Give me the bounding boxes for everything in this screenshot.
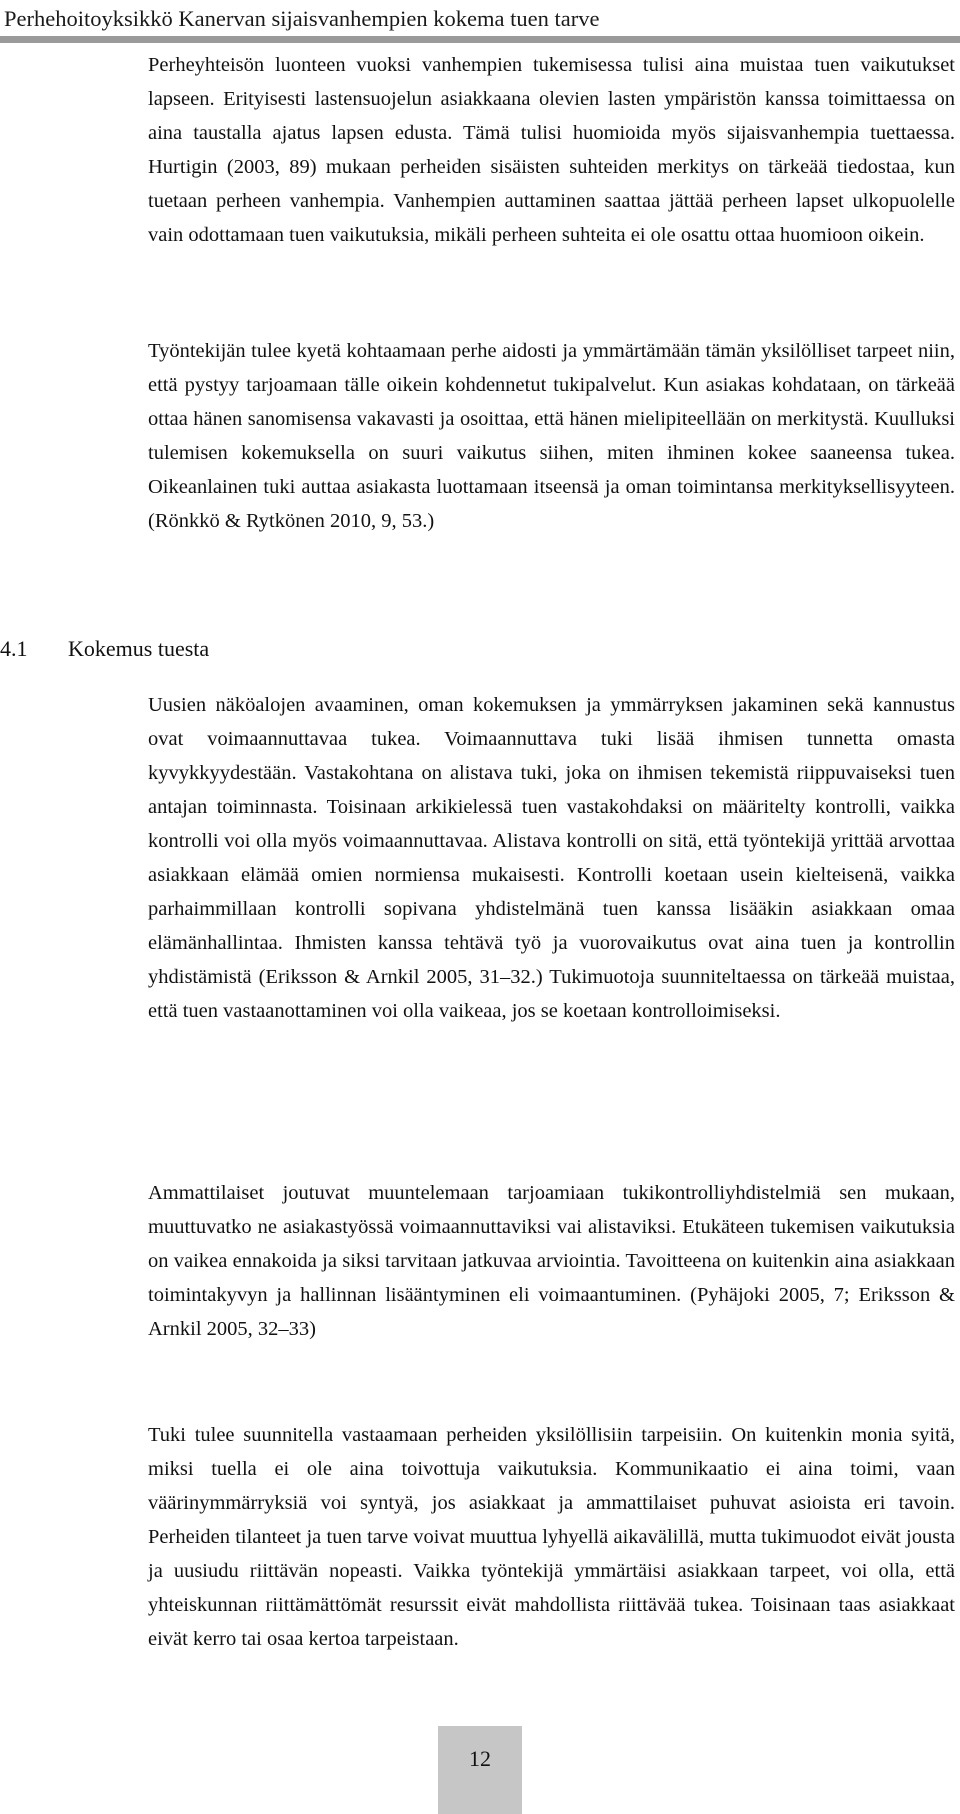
- body-paragraph-5: Tuki tulee suunnitella vastaamaan perheiden yksilöllisiin tarpeisiin. On kuitenkin monia syitä, miksi tuella ei ole aina toivottuja vaikutuksia. Kommunikaatio ei aina toimi, vaan väärinymmärryksiä voi syntyä, jos asiakkaat ja ammattilaiset puhuvat asioista eri tavoin. Perheiden tilanteet ja tuen tarve voivat muuttua lyhyellä aikavälillä, mutta tukimuodot eivät jousta ja uusiudu riittävän nopeasti. Vaikka työntekijä ymmärtäisi asiakkaan tarpeet, voi olla, että yhteiskunnan riittämättömät resurssit eivät mahdollista riittävää tukea. Toisinaan taas asiakkaat eivät kerro tai osaa kertoa tarpeistaan.: [148, 1424, 955, 1650]
- section-heading: [0, 634, 209, 664]
- page-number: 12: [469, 1746, 491, 1771]
- header-rule: [0, 36, 960, 43]
- section-title: Kokemus tuesta: [68, 636, 210, 661]
- page-number-box: [438, 1726, 522, 1814]
- body-paragraph-3: Uusien näköalojen avaaminen, oman kokemuksen ja ymmärryksen jakaminen sekä kannustus ovat voimaannuttavaa tukea. Voimaannuttava tuki lisää ihmisen tunnetta omasta kyvykkyydestään. Vastakohtana on alistava tuki, joka on ihmisen tekemistä riippuvaiseksi tuen antajan toiminnasta. Toisinaan arkikielessä tuen vastakohdaksi on määritelty kontrolli, vaikka kontrolli voi olla myös voimaannuttavaa. Alistava kontrolli on sitä, että työntekijä yrittää arvottaa asiakkaan elämää omien normiensa mukaisesti. Kontrolli koetaan usein kielteisenä, vaikka parhaimmillaan kontrolli sopivana yhdistelmänä tuen kanssa lisääkin asiakkaan omaa elämänhallintaa. Ihmisten kanssa tehtävä työ ja vuorovaikutus ovat aina tuen ja kontrollin yhdistämistä (Eriksson & Arnkil 2005, 31–32.) Tukimuotoja suunniteltaessa on tärkeää muistaa, että tuen vastaanottaminen voi olla vaikeaa, jos se koetaan kontrolloimiseksi.: [148, 694, 955, 1022]
- body-paragraph-2: Työntekijän tulee kyetä kohtaamaan perhe aidosti ja ymmärtämään tämän yksilölliset tarpeet niin, että pystyy tarjoamaan tälle oikein kohdennetut tukipalvelut. Kun asiakas kohdataan, on tärkeää ottaa hänen sanomisensa vakavasti ja osoittaa, että hänen mielipiteellään on merkitystä. Kuulluksi tulemisen kokemuksella on suuri vaikutus siihen, miten ihminen kokee saaneensa tukea. Oikeanlainen tuki auttaa asiakasta luottamaan itseensä ja oman toimintansa merkityksellisyyteen. (Rönkkö & Rytkönen 2010, 9, 53.): [148, 340, 955, 532]
- body-paragraph-1: Perheyhteisön luonteen vuoksi vanhempien tukemisessa tulisi aina muistaa tuen vaikutukset lapseen. Erityisesti lastensuojelun asiakkaana olevien lasten ympäristön kanssa toimittaessa on aina taustalla ajatus lapsen edusta. Tämä tulisi huomioida myös sijaisvanhempia tuettaessa. Hurtigin (2003, 89) mukaan perheiden sisäisten suhteiden merkitys on tärkeää tiedostaa, kun tuetaan perheen vanhempia. Vanhempien auttaminen saattaa jättää perheen lapset ulkopuolelle vain odottamaan tuen vaikutuksia, mikäli perheen suhteita ei ole osattu ottaa huomioon oikein.: [148, 54, 955, 246]
- running-header-title: Perhehoitoyksikkö Kanervan sijaisvanhempien kokema tuen tarve: [4, 6, 600, 31]
- body-paragraph-4: Ammattilaiset joutuvat muuntelemaan tarjoamiaan tukikontrolliyhdistelmiä sen mukaan, muuttuvatko ne asiakastyössä voimaannuttaviksi vai alistaviksi. Etukäteen tukemisen vaikutuksia on vaikea ennakoida ja siksi tarvitaan jatkuvaa arviointia. Tavoitteena on kuitenkin aina asiakkaan toimintakyvyn ja hallinnan lisääntyminen eli voimaantuminen. (Pyhäjoki 2005, 7; Eriksson & Arnkil 2005, 32–33): [148, 1182, 955, 1340]
- section-number: 4.1: [0, 636, 28, 661]
